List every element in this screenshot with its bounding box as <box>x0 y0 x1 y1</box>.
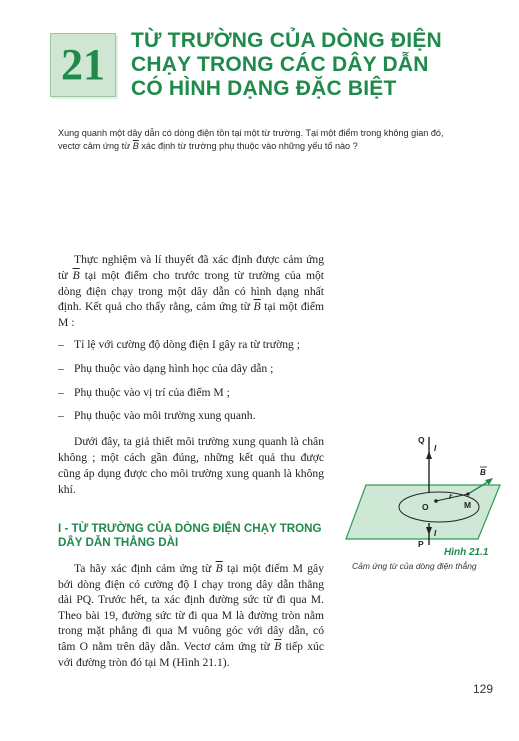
vector-b-symbol: $\overline{B}$ <box>253 300 261 314</box>
label-m: M <box>464 500 472 510</box>
chapter-title-line-3: CÓ HÌNH DẠNG ĐẶC BIỆT <box>131 77 397 100</box>
straight-wire-field-diagram <box>344 433 514 553</box>
vector-b-symbol: $\overline{B}$ <box>132 141 139 151</box>
section-heading: I - TỪ TRƯỜNG CỦA DÒNG ĐIỆN CHẠY TRONG DÂY DẪN THẲNG DÀI <box>58 522 322 549</box>
label-o: O <box>422 502 429 512</box>
intro-text: vectơ cảm ứng từ <box>58 141 133 151</box>
list-item: – Phụ thuộc vào vị trí của điểm M ; <box>58 385 230 399</box>
chapter-number-box <box>50 33 116 97</box>
figure-title: Hình 21.1 <box>444 547 489 558</box>
paragraph-2: Dưới đây, ta giả thiết môi trường xung quanh là chân không ; một cách gần đúng, những kết quả thu được cũng áp dụng được cho môi trường xung quanh là không khí. <box>58 435 324 496</box>
main-body <box>58 252 324 503</box>
intro-line-1: Xung quanh một dây dẫn có dòng điện tồn tại một từ trường. Tại một điểm trong không gian đó, <box>58 128 444 138</box>
label-r: r <box>449 492 453 501</box>
figure-21-1 <box>344 433 514 553</box>
list-item: – Tỉ lệ với cường độ dòng điện I gây ra từ trường ; <box>58 337 300 351</box>
intro-line-2 <box>58 140 498 153</box>
chapter-title-line-1: TỪ TRƯỜNG CỦA DÒNG ĐIỆN <box>131 29 442 52</box>
label-q: Q <box>418 435 425 445</box>
label-i-bottom: I <box>434 529 437 538</box>
figure-caption: Cảm ứng từ của dòng điện thẳng <box>352 561 477 571</box>
chapter-title <box>131 29 471 101</box>
vector-b-symbol: $\overline{B}$ <box>72 268 80 282</box>
label-i-top: I <box>434 444 437 453</box>
paragraph-1: Thực nghiệm và lí thuyết đã xác định được cảm ứng từ $\overline{B}$ tại một điểm cho trước trong từ trường của một dòng điện chạy trong một dây dẫn có hình dạng nhất định. Kết quả cho thấy rằng, cảm ứng từ $\overline{B}$ tại một điểm M : <box>58 253 324 330</box>
b-vector-arrow-icon <box>485 478 493 485</box>
list-item: – Phụ thuộc vào dạng hình học của dây dẫn ; <box>58 361 274 375</box>
intro-question <box>58 127 498 153</box>
section-paragraph: Ta hãy xác định cảm ứng từ $\overline{B}$ tại một điểm M gây bởi dòng điện có cường độ I chạy trong dây dẫn thẳng dài PQ. Trước hết, ta xác định đường sức từ đi qua M. Theo bài 19, đường sức từ đi qua M là đường tròn nằm trong mặt phẳng đi qua M vuông góc với dây dẫn, có tâm O nằm trên dây dẫn. Vectơ cảm ứng từ $\overline{B}$ tiếp xúc với đường tròn đó tại M (Hình 21.1). <box>58 562 324 669</box>
intro-text: xác định từ trường phụ thuộc vào những yếu tố nào ? <box>138 141 358 151</box>
list-item: – Phụ thuộc vào môi trường xung quanh. <box>58 409 256 423</box>
vector-b-symbol: $\overline{B}$ <box>215 562 223 575</box>
current-arrow-top-icon <box>426 451 432 459</box>
chapter-title-line-2: CHẠY TRONG CÁC DÂY DẪN <box>131 53 429 76</box>
label-b: B <box>480 468 486 477</box>
point-m <box>466 492 469 495</box>
label-p: P <box>418 539 424 549</box>
chapter-number: 21 <box>61 40 105 89</box>
page-number: 129 <box>473 682 494 696</box>
vector-b-symbol: $\overline{B}$ <box>274 639 282 653</box>
